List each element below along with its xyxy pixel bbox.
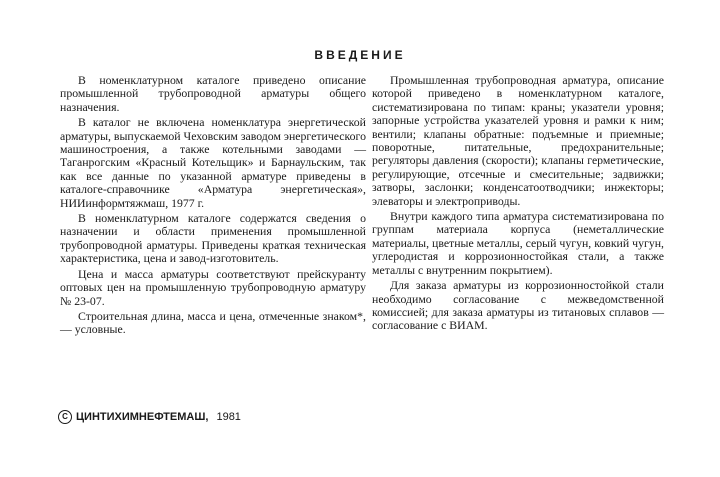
paragraph: В каталог не включена номенклатура энергетической арматуры, выпускаемой Чеховским заводом энергетического машиностроения, а также котельными заводами — Таганрогским «Красный Котельщик» и Барнаульским, так как все данные по указанной арматуре приведены в каталоге-справочнике «Арматура энергетическая», НИИинформтяжмаш, 1977 г. (60, 115, 366, 210)
paragraph: Строительная длина, масса и цена, отмеченные знаком*, — условные. (60, 308, 366, 337)
right-column (372, 74, 664, 335)
copyright-footer (58, 410, 241, 424)
publisher-name: ЦИНТИХИМНЕФТЕМАШ, (76, 411, 209, 423)
publication-year: 1981 (216, 411, 241, 423)
paragraph: Для заказа арматуры из коррозионностойкой стали необходимо согласование с межведомственной комиссией; для заказа арматуры из титановых сплавов — согласование с ВИАМ. (372, 278, 664, 333)
paragraph: Внутри каждого типа арматура систематизирована по группам материала корпуса (неметаллические материалы, цветные металлы, серый чугун, ковкий чугун, углеродистая и коррозионностойкая стали, а также металлы с внутренним покрытием). (372, 209, 664, 277)
page-title: ВВЕДЕНИЕ (314, 48, 406, 62)
paragraph: В номенклатурном каталоге содержатся сведения о назначении и области применения промышленной трубопроводной арматуры. Приведены краткая техническая характеристика, цена и завод-изготовитель. (60, 211, 366, 266)
copyright-icon: C (58, 410, 72, 424)
paragraph: Промышленная трубопроводная арматура, описание которой приведено в номенклатурном каталоге, систематизирована по типам: краны; указатели уровня; запорные устройства указателей уровня и рамки к ним; вентили; клапаны обратные: подъемные и приемные; поворотные, питательные, предохранительные; регуляторы давления (скорости); клапаны герметические, регулирующие, отсечные и смесительные; задвижки; затворы, заслонки; конденсатоотводчики; инжекторы; элеваторы и электроприводы. (372, 73, 664, 208)
left-column (60, 74, 366, 339)
paragraph: Цена и масса арматуры соответствуют прейскуранту оптовых цен на промышленную трубопроводную арматуру № 23-07. (60, 266, 366, 308)
paragraph: В номенклатурном каталоге приведено описание промышленной трубопроводной арматуры общего назначения. (60, 73, 366, 114)
